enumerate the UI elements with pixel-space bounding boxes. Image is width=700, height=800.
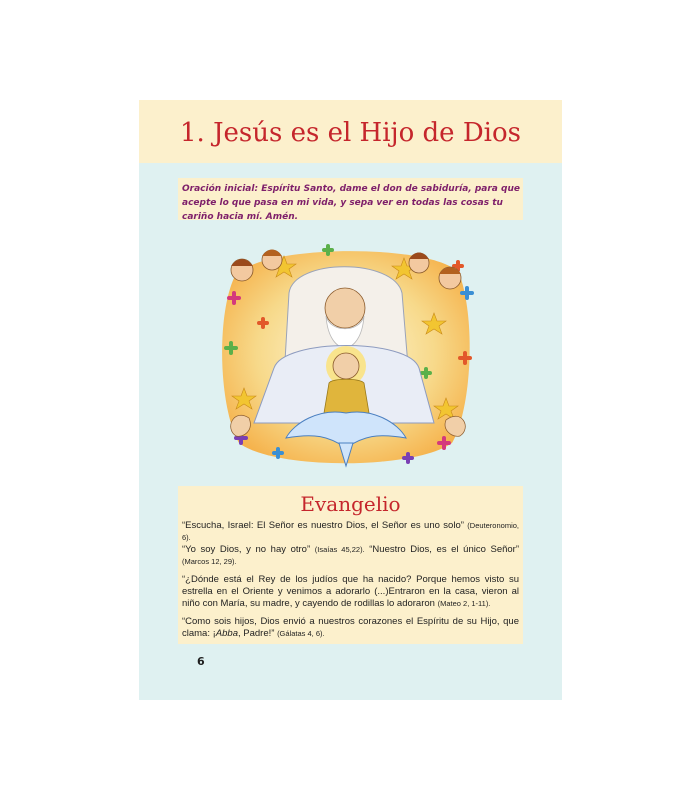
passage-text: “Escucha, Israel: El Señor es nuestro Dios, el Señor es uno solo”: [182, 520, 464, 531]
opening-prayer-label: Oración inicial:: [182, 184, 259, 194]
passage-text: “Nuestro Dios, es el único Señor”: [369, 544, 520, 555]
passage-text: , Padre!”: [237, 628, 275, 639]
title-band: [139, 100, 562, 163]
passage-reference: (Isaías 45,22).: [314, 545, 365, 554]
gospel-passage: [182, 574, 519, 610]
passage-reference: (Marcos 12, 29).: [182, 557, 237, 566]
opening-prayer-box: [178, 178, 523, 220]
gospel-box: [178, 486, 523, 644]
passage-text: “Yo soy Dios, y no hay otro”: [182, 544, 311, 555]
book-page: [139, 100, 562, 700]
page-title: 1. Jesús es el Hijo de Dios: [180, 118, 521, 148]
passage-reference: (Gálatas 4, 6).: [277, 629, 325, 638]
opening-prayer-body: Espíritu Santo, dame el don de sabiduría, para que acepte lo que pasa en mi vida, y sepa ver en todas las cosas tu cariño hacia mí. Amén.: [182, 184, 520, 222]
passage-text: “¿Dónde está el Rey de los judíos que ha nacido? Porque hemos visto su estrella en el Oriente y venimos a adorarlo (...)Entraron en la casa, vieron al niño con María, su madre, y cayendo de rodillas lo adoraron: [182, 574, 519, 609]
passage-text-italic: Abba: [215, 628, 238, 639]
passage-reference: (Mateo 2, 1-11).: [437, 599, 491, 608]
gospel-passage: [182, 616, 519, 640]
passage-reference: (Deuteronomio, 6).: [182, 521, 519, 542]
opening-prayer-text: [182, 182, 520, 224]
gospel-passage: [182, 520, 519, 568]
gospel-heading: Evangelio: [300, 492, 401, 516]
passage-text: “Como sois hijos, Dios envió a nuestros corazones el Espíritu de su Hijo, que clama: ¡: [182, 616, 519, 639]
holy-trinity-illustration: [214, 238, 476, 470]
page-number: 6: [197, 655, 205, 668]
gospel-body: [182, 520, 519, 646]
